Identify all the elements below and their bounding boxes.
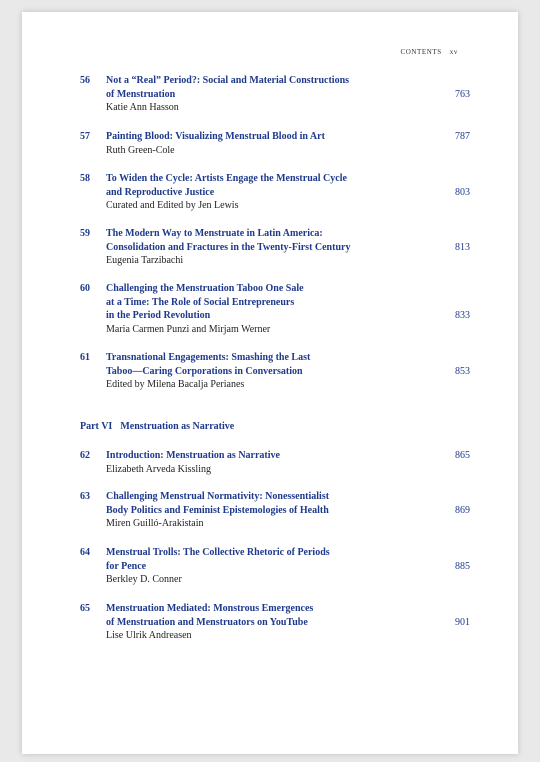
chapter-title-line: Challenging Menstrual Normativity: Nonessentialist [106,491,330,502]
chapter-title-line: Challenging the Menstruation Taboo One Sale [106,283,304,294]
chapter-title-line: Menstrual Trolls: The Collective Rhetoric of Periods [106,547,330,558]
part-title: Menstruation as Narrative [120,421,235,432]
toc-entry-59[interactable] [80,227,470,268]
chapter-number: 65 [80,603,90,614]
chapter-number: 57 [80,131,90,142]
chapter-author: Miren Guilló-Arakistain [106,518,204,529]
chapter-author: Eugenia Tarzibachi [106,255,184,266]
toc-entry-60[interactable] [80,282,470,336]
chapter-page-number: 853 [455,365,470,377]
chapter-title-line: Menstruation Mediated: Monstrous Emergences [106,603,314,614]
chapter-page-number: 813 [455,241,470,253]
chapter-page-number: 787 [455,131,470,142]
chapter-title-line: of Menstruation and Menstruators on YouTube [106,616,308,628]
chapter-page-number: 763 [455,88,470,100]
chapter-title-line: The Modern Way to Menstruate in Latin America: [106,228,323,239]
toc-entry-64[interactable] [80,546,470,587]
chapter-title [106,130,396,144]
chapter-title-line: and Reproductive Justice [106,186,215,198]
chapter-title [106,490,396,517]
chapter-author: Katie Ann Hasson [106,102,179,113]
chapter-number: 60 [80,283,90,294]
chapter-title-line: Body Politics and Feminist Epistemologies of Health [106,504,329,516]
part-label: Part VI [80,421,113,432]
chapter-page-number: 865 [455,450,470,461]
chapter-number: 64 [80,547,90,558]
chapter-author: Maria Carmen Punzi and Mirjam Werner [106,323,271,335]
chapter-number: 58 [80,173,90,184]
part-heading[interactable] [80,421,234,432]
chapter-title-line: in the Period Revolution [106,310,211,321]
chapter-title [106,74,396,101]
chapter-title-line: for Pence [106,560,147,572]
chapter-page-number: 803 [455,186,470,198]
chapter-author: Edited by Milena Bacalja Perianes [106,379,245,390]
chapter-author: Curated and Edited by Jen Lewis [106,200,239,211]
chapter-title-line: Consolidation and Fractures in the Twenty-First Century [106,241,351,253]
running-head-label: CONTENTS [400,48,442,56]
chapter-page-number: 901 [455,616,470,628]
chapter-number: 62 [80,450,90,461]
chapter-author: Berkley D. Conner [106,574,182,585]
chapter-title [106,227,396,254]
toc-entry-57[interactable] [80,130,470,157]
chapter-title-line: of Menstruation [106,88,176,100]
chapter-number: 61 [80,352,90,363]
document-page [22,12,518,754]
chapter-title [106,602,396,629]
toc-entry-61[interactable] [80,351,470,392]
toc-entry-65[interactable] [80,602,470,643]
chapter-author: Lise Ulrik Andreasen [106,630,192,641]
chapter-title-line: Introduction: Menstruation as Narrative [106,450,280,461]
chapter-title-line: Taboo—Caring Corporations in Conversation [106,365,303,377]
chapter-author: Ruth Green-Cole [106,144,175,156]
chapter-number: 63 [80,491,90,502]
toc-entry-56[interactable] [80,74,470,115]
chapter-title [106,282,396,323]
chapter-title [106,172,396,199]
chapter-title-line: at a Time: The Role of Social Entrepreneurs [106,296,295,308]
chapter-page-number: 869 [455,504,470,516]
chapter-author: Elizabeth Arveda Kissling [106,463,211,475]
running-head-page-number: xv [449,48,458,56]
chapter-number: 56 [80,75,90,86]
chapter-title [106,449,396,463]
chapter-title [106,546,396,573]
chapter-title-line: Transnational Engagements: Smashing the Last [106,352,311,363]
chapter-title [106,351,396,378]
chapter-page-number: 833 [455,310,470,321]
chapter-title-line: To Widen the Cycle: Artists Engage the Menstrual Cycle [106,173,347,184]
toc-entry-58[interactable] [80,172,470,213]
running-head [400,48,458,56]
chapter-title-line: Not a “Real” Period?: Social and Material Constructions [106,75,350,86]
chapter-page-number: 885 [455,560,470,572]
toc-entry-62[interactable] [80,449,470,476]
chapter-number: 59 [80,228,90,239]
chapter-title-line: Painting Blood: Visualizing Menstrual Blood in Art [106,131,325,142]
toc-entry-63[interactable] [80,490,470,531]
